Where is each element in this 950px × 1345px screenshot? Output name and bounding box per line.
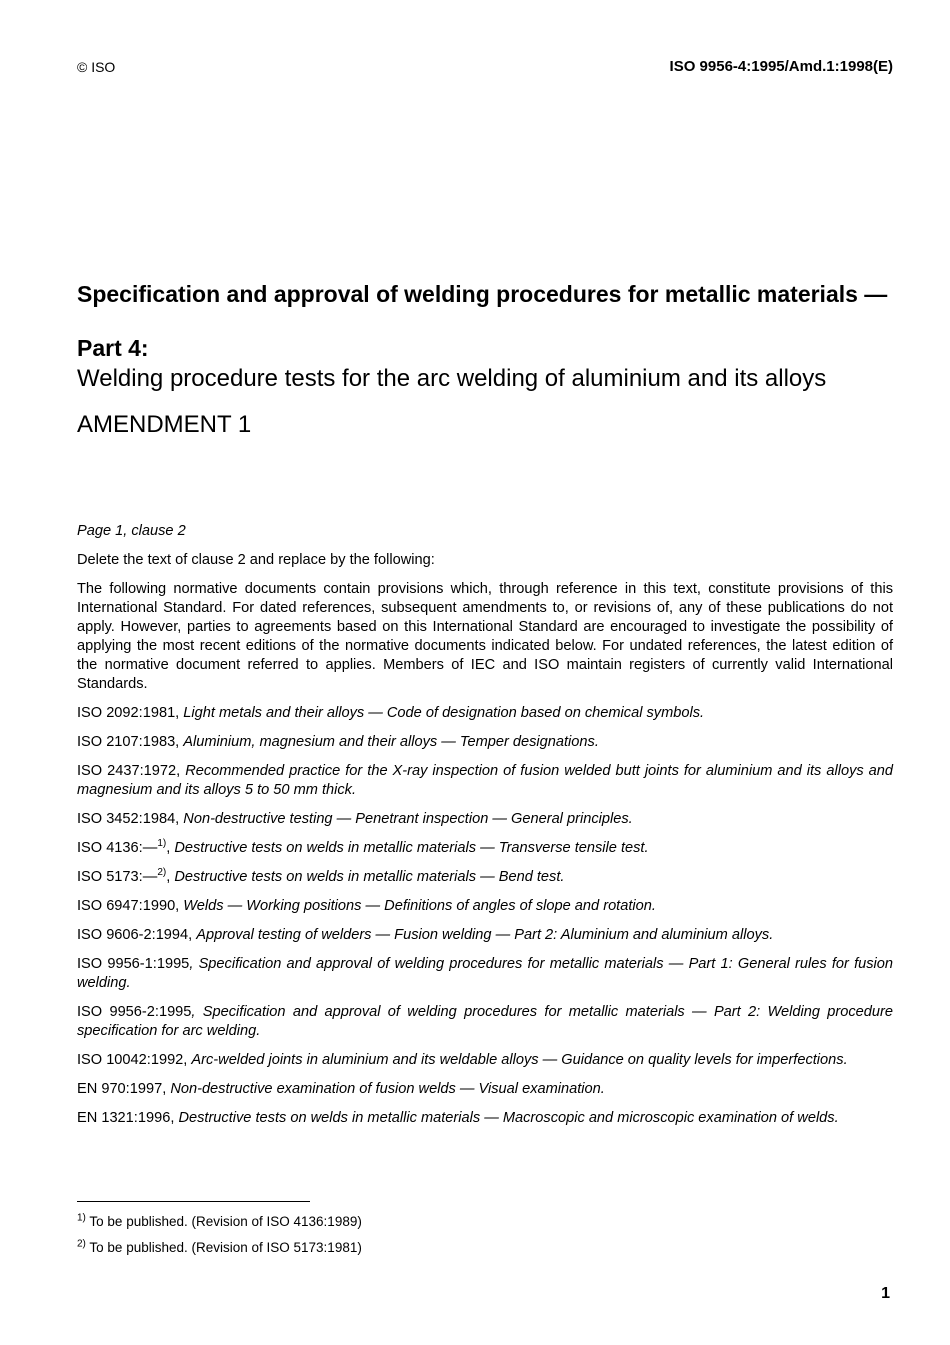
reference-code: ISO 5173:— bbox=[77, 869, 158, 885]
footnote-text: To be published. (Revision of ISO 5173:1981) bbox=[85, 1240, 362, 1255]
reference-code: EN 1321:1996, bbox=[77, 1110, 179, 1126]
reference-code: ISO 9956-2:1995 bbox=[77, 1004, 192, 1020]
reference-item bbox=[77, 839, 893, 858]
reference-title: Approval testing of welders — Fusion welding — Part 2: Aluminium and aluminium alloys. bbox=[196, 927, 774, 943]
reference-separator: , bbox=[166, 840, 175, 856]
reference-title: Non-destructive examination of fusion welds — Visual examination. bbox=[170, 1081, 605, 1097]
title-block bbox=[77, 280, 893, 440]
reference-item bbox=[77, 762, 893, 800]
footnote-mark: 2) bbox=[77, 1238, 86, 1250]
part-title: Welding procedure tests for the arc welding of aluminium and its alloys bbox=[77, 365, 827, 392]
reference-item bbox=[77, 868, 893, 887]
footnote-item bbox=[77, 1239, 362, 1257]
reference-code: ISO 4136:— bbox=[77, 840, 158, 856]
reference-title: Destructive tests on welds in metallic materials — Transverse tensile test. bbox=[174, 840, 649, 856]
reference-title: Non-destructive testing — Penetrant inspection — General principles. bbox=[183, 811, 633, 827]
header-document-id: ISO 9956-4:1995/Amd.1:1998(E) bbox=[669, 58, 893, 75]
footnote-divider bbox=[77, 1201, 310, 1202]
reference-title: Welds — Working positions — Definitions of angles of slope and rotation. bbox=[183, 898, 656, 914]
normative-intro: The following normative documents contain provisions which, through reference in this text, constitute provisions of this International Standard. For dated references, subsequent amendments to, or revisions of, any of these publications do not apply. However, parties to agreements based on this International Standard are encouraged to investigate the possibility of applying the most recent editions of the normative documents indicated below. For undated references, the latest edition of the normative document referred to applies. Members of IEC and ISO maintain registers of currently valid International Standards. bbox=[77, 581, 893, 692]
reference-item bbox=[77, 926, 893, 945]
footnote-ref-2[interactable]: 2) bbox=[157, 867, 167, 879]
reference-item bbox=[77, 897, 893, 916]
reference-title: Recommended practice for the X-ray inspection of fusion welded butt joints for aluminium and its alloys and magnesium and its alloys 5 to 50 mm thick. bbox=[77, 763, 894, 798]
reference-title: Destructive tests on welds in metallic materials — Bend test. bbox=[174, 869, 565, 885]
reference-separator: , bbox=[166, 869, 175, 885]
reference-code: ISO 10042:1992, bbox=[77, 1052, 192, 1068]
reference-title: Destructive tests on welds in metallic materials — Macroscopic and microscopic examination of welds. bbox=[178, 1110, 839, 1126]
reference-item bbox=[77, 810, 893, 829]
reference-title: Light metals and their alloys — Code of designation based on chemical symbols. bbox=[183, 705, 705, 721]
amendment-body bbox=[77, 522, 893, 1138]
amendment-label: AMENDMENT 1 bbox=[77, 411, 252, 438]
reference-title: Aluminium, magnesium and their alloys — Temper designations. bbox=[183, 734, 599, 750]
reference-code: ISO 9606-2:1994, bbox=[77, 927, 197, 943]
reference-item bbox=[77, 704, 893, 723]
footnote-ref-1[interactable]: 1) bbox=[157, 838, 167, 850]
reference-code: ISO 2437:1972, bbox=[77, 763, 186, 779]
instruction-text: Delete the text of clause 2 and replace by the following: bbox=[77, 552, 435, 568]
reference-title: , Specification and approval of welding procedures for metallic materials — Part 1: General rules for fusion welding. bbox=[77, 956, 894, 991]
reference-item bbox=[77, 1109, 893, 1128]
reference-item bbox=[77, 1003, 893, 1041]
reference-code: EN 970:1997, bbox=[77, 1081, 171, 1097]
header-copyright: © ISO bbox=[77, 59, 116, 75]
reference-title: , Specification and approval of welding procedures for metallic materials — Part 2: Welding procedure specification for arc welding. bbox=[77, 1004, 893, 1039]
footnote-item bbox=[77, 1213, 362, 1231]
part-label: Part 4: bbox=[77, 335, 149, 361]
footnote-mark: 1) bbox=[77, 1212, 86, 1224]
reference-item bbox=[77, 1080, 893, 1099]
reference-code: ISO 2092:1981, bbox=[77, 705, 184, 721]
reference-code: ISO 3452:1984, bbox=[77, 811, 184, 827]
clause-location: Page 1, clause 2 bbox=[77, 523, 186, 539]
reference-code: ISO 2107:1983, bbox=[77, 734, 184, 750]
reference-code: ISO 6947:1990, bbox=[77, 898, 184, 914]
reference-item bbox=[77, 955, 893, 993]
reference-item bbox=[77, 733, 893, 752]
document-title: Specification and approval of welding procedures for metallic materials — bbox=[77, 281, 888, 307]
page-number: 1 bbox=[881, 1285, 890, 1302]
reference-title: Arc-welded joints in aluminium and its weldable alloys — Guidance on quality levels for imperfections. bbox=[191, 1052, 848, 1068]
reference-item bbox=[77, 1051, 893, 1070]
reference-code: ISO 9956-1:1995 bbox=[77, 956, 190, 972]
footnote-text: To be published. (Revision of ISO 4136:1989) bbox=[85, 1214, 362, 1229]
footnotes bbox=[77, 1213, 362, 1265]
